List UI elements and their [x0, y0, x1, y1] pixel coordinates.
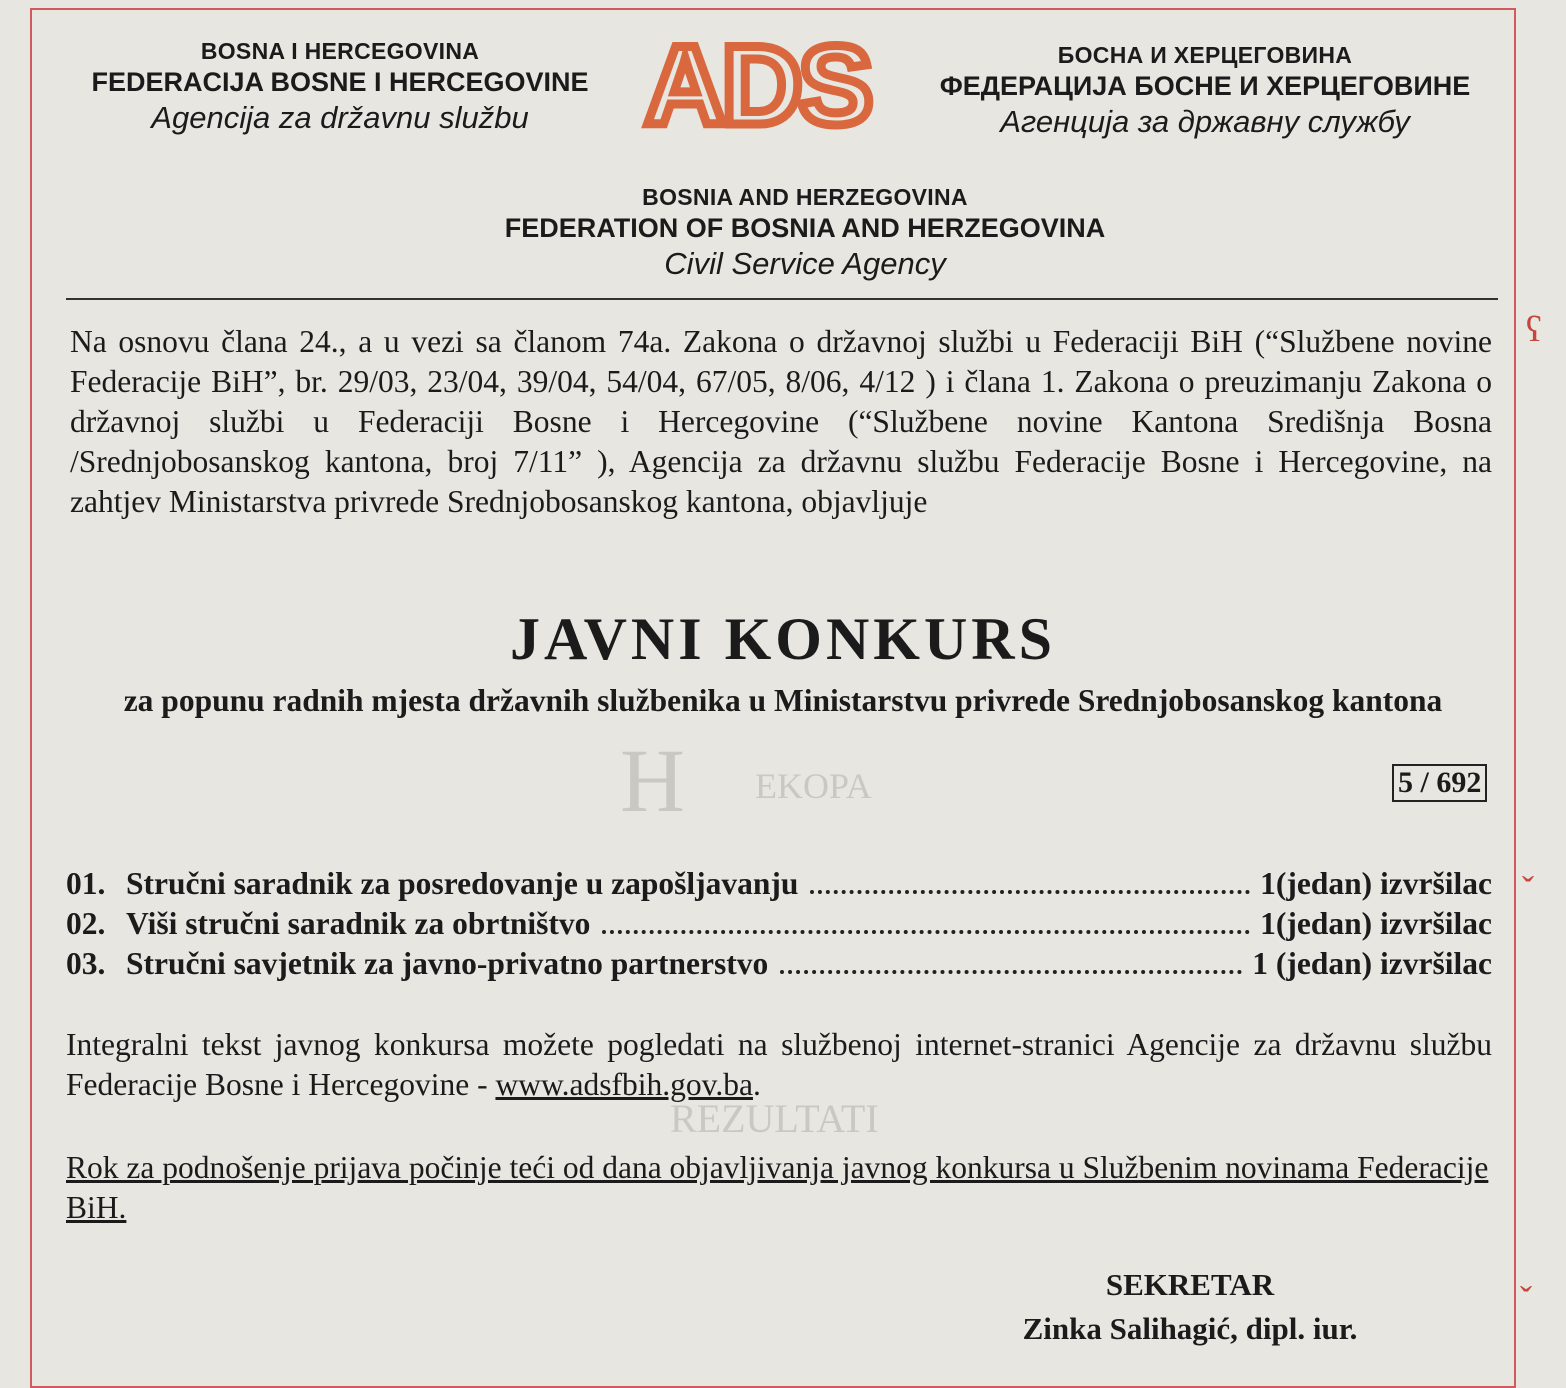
website-link[interactable]: www.adsfbih.gov.ba [495, 1067, 753, 1102]
reference-number-box: 5 / 692 [1392, 764, 1487, 802]
header-right-federation: ФЕДЕРАЦИЈА БОСНЕ И ХЕРЦЕГОВИНЕ [939, 71, 1471, 101]
header-left [60, 36, 620, 138]
dot-leader [780, 970, 1242, 974]
header-english-federation: FEDERATION OF BOSNIA AND HERZEGOVINA [504, 213, 1106, 243]
signature-block [1000, 1263, 1380, 1351]
header-right-agency: Агенција за државну службу [1000, 104, 1410, 139]
positions-list [66, 866, 1492, 986]
header-right-country: БОСНА И ХЕРЦЕГОВИНА [1057, 42, 1353, 68]
deadline-paragraph [66, 1148, 1492, 1228]
position-row [66, 906, 1492, 946]
position-count: 1 (jedan) izvršilac [1252, 946, 1492, 981]
pencil-mark: ˇ [1522, 869, 1534, 909]
intro-text: Na osnovu člana 24., a u vezi sa članom 74a. Zakona o državnoj službi u Federaciji BiH (“Službene novine Federacije BiH”, br. 29/03, 23/04, 39/04, 54/04, 67/05, 8/06, 4/12 ) i člana 1. Zakona o preuzimanju Zakona o državnoj službi u Federaciji Bosne i Hercegovine (“Službene novine Kantona Središnja Bosna /Srednjobosanskog kantona, broj 7/11” ), Agencija za državnu službu Federacije Bosne i Hercegovine, na zahtjev Ministarstva privrede Srednjobosanskog kantona, objavljuje [70, 324, 1492, 519]
header-english-country: BOSNIA AND HERZEGOVINA [642, 184, 968, 210]
integral-text: Integralni tekst javnog konkursa možete pogledati na službenoj internet-stranici Agencije za državnu službu Federacije Bosne i Hercegovine - [66, 1027, 1492, 1102]
dot-leader [810, 890, 1250, 894]
signature-role: SEKRETAR [1105, 1267, 1275, 1302]
signature-name: Zinka Salihagić, dipl. iur. [1022, 1311, 1358, 1346]
page-title: JAVNI KONKURS [510, 606, 1056, 672]
position-number: 02. [66, 906, 106, 941]
header-left-federation: FEDERACIJA BOSNE I HERCEGOVINE [91, 67, 589, 97]
header-right [915, 40, 1495, 142]
header-left-agency: Agencija za državnu službu [151, 100, 529, 135]
pencil-mark: ʕ [1526, 309, 1542, 349]
intro-paragraph [70, 322, 1492, 522]
header-divider [66, 298, 1498, 300]
pencil-mark: ˇ [1520, 1279, 1532, 1319]
position-count: 1(jedan) izvršilac [1260, 906, 1492, 941]
deadline-text: Rok za podnošenje prijava počinje teći od dana objavljivanja javnog konkursa u Službenim novinama Federacije BiH. [66, 1150, 1489, 1225]
position-row [66, 866, 1492, 906]
integral-end: . [752, 1067, 761, 1102]
position-title: Stručni savjetnik za javno-privatno partnerstvo [126, 946, 769, 981]
ads-logo-text: ADS [644, 36, 870, 132]
ads-logo [632, 36, 882, 132]
dot-leader [602, 930, 1250, 934]
position-title: Viši stručni saradnik za obrtništvo [126, 906, 591, 941]
header-left-country: BOSNA I HERCEGOVINA [200, 38, 480, 64]
page-subtitle: za popunu radnih mjesta državnih službenika u Ministarstvu privrede Srednjobosanskog kantona [123, 683, 1443, 718]
header-english-agency: Civil Service Agency [664, 246, 946, 281]
position-row [66, 946, 1492, 986]
header-english [400, 182, 1210, 284]
position-count: 1(jedan) izvršilac [1260, 866, 1492, 901]
position-title: Stručni saradnik za posredovanje u zapošljavanju [126, 866, 799, 901]
position-number: 03. [66, 946, 106, 981]
integral-text-paragraph [66, 1025, 1492, 1105]
position-number: 01. [66, 866, 106, 901]
